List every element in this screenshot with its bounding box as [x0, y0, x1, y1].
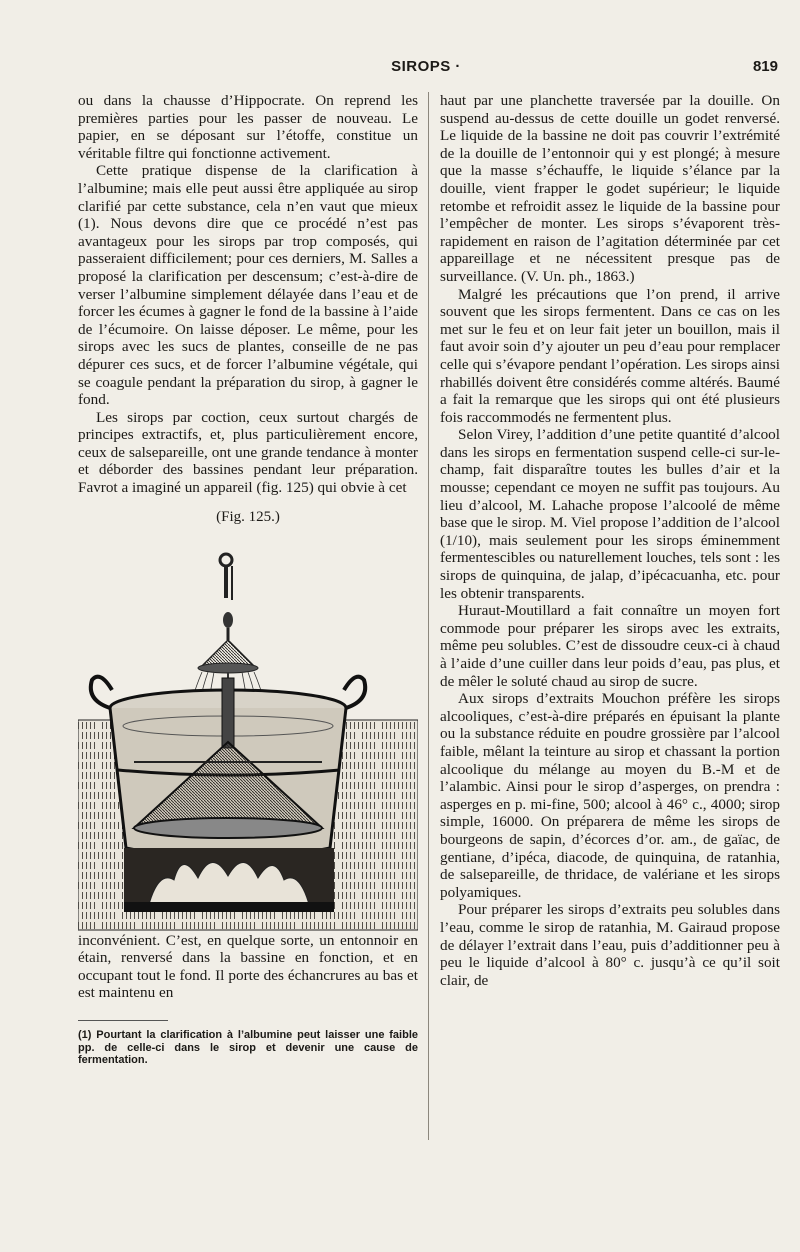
paragraph: Cette pratique dispense de la clarification à l’albumine; mais elle peut aussi être appliquée au sirop clarifié par cette substance, cela n’en vaut que mieux (1). Nous devons dire que ce procédé n’est pas avantageux pour les sirops par trop composés, qui passeraient difficilement; pour ces derniers, M. Salles a proposé la clarification per descensum; c’est-à-dire de verser l’albumine simplement délayée dans l’eau et de forcer les écumes à gagner le fond de la bassine à l’aide de l’écumoire. On laisse déposer. Le même, pour les sirops avec les sucs de plantes, conseille de ne pas dépurer ces sucs, et de forcer l’albumine végétale, qui se coagule pendant la préparation du sirop, à gagner le fond.	[78, 162, 418, 409]
column-divider	[428, 92, 429, 1140]
figure-caption: (Fig. 125.)	[216, 508, 280, 525]
figure-syrup-boiling-apparatus	[78, 530, 418, 932]
inverted-cup-icon	[198, 640, 258, 673]
paragraph: ou dans la chausse d’Hippocrate. On reprend les premières parties pour les passer de nouveau. Le papier, en se déposant sur l’étoffe, constitue un véritable filtre qui fonctionne activement.	[78, 92, 418, 162]
paragraph: Les sirops par coction, ceux surtout chargés de principes extractifs, et, plus particulièrement encore, ceux de salsepareille, ont une grande tendance à monter et déborder des bassines pendant leur préparation. Favrot a imaginé un appareil (fig. 125) qui obvie à cet	[78, 408, 418, 497]
paragraph: Pour préparer les sirops d’extraits peu solubles dans l’eau, comme le sirop de ratanhia, M. Gairaud propose de délayer l’extrait dans l’eau, puis d’additionner peu à peu le liquide d’alcool à 80° c. jusqu’à ce qu’il soit clair, de	[440, 901, 780, 989]
left-column	[78, 92, 418, 1067]
running-title: SIROPS ·	[391, 58, 461, 75]
paragraph: Malgré les précautions que l’on prend, il arrive souvent que les sirops fermentent. Dans ce cas on les met sur le feu et on leur fait jeter un bouillon, mais il faut avoir soin d’y ajouter un peu d’eau pour remplacer celle qui s’évapore pendant l’opération. Les sirops ainsi rhabillés doivent être considérés comme altérés. Baumé a fait la remarque que les sirops qui ont été plusieurs fois raccommodés ne fermentent plus.	[440, 285, 780, 426]
suspension-hook-icon	[220, 554, 233, 640]
paragraph: Aux sirops d’extraits Mouchon préfère les sirops alcooliques, c’est-à-dire préparés en épuisant la plante ou la substance réduite en poudre grossière par l’alcool faible, mêlant la teinture au sirop et chassant la portion alcoolique du mélange au moyen du B.-M et de l’alambic. Ainsi pour le sirop d’asperges, on prendra : asperges en p. mi-fine, 500; alcool à 46° c., 4000; sirop simple, 16000. On préparera de même les sirops de bourgeons de sapin, d’écorces d’or. am., de gaïac, de gentiane, d’ipéca, diacode, de quinquina, de ratanhia, de salsepareille, de thridace, de valériane et les sirops polyamiques.	[440, 690, 780, 901]
paragraph: haut par une planchette traversée par la douille. On suspend au-dessus de cette douille un godet renversé. Le liquide de la bassine ne doit pas couvrir l’extrémité de la douille de l’entonnoir qui y est plongé; à mesure que la masse s’échauffe, le liquide s’élance par la douille, vient frapper le godet supérieur; le liquide retombe et refroidit assez le liquide de la bassine pour l’empêcher de monter. Les sirops s’évaporent très-rapidement en raison de l’agitation déterminée par cet appareillage et ne nécessitent presque pas de surveillance. (V. Un. ph., 1863.)	[440, 92, 780, 285]
footnote: (1) Pourtant la clarification à l’albumine peut laisser une faible pp. de celle-ci dans le sirop et devenir une cause de fermentation.	[78, 1029, 418, 1067]
paragraph: Selon Virey, l’addition d’une petite quantité d’alcool dans les sirops en fermentation suspend celle-ci sur-le-champ, fait disparaître toutes les bulles d’air et la mousse; cependant ce moyen ne suffit pas toujours. Au lieu d’alcool, M. Lahache propose l’alcoolé de même base que le sirop. M. Viel propose l’addition de l’alcool (1/10), mais seulement pour les sirops éminemment fermentescibles ou naturellement louches, tels sont : les sirops de quinquina, de jalap, d’ipécacuanha, etc. pour les obtenir transparents.	[440, 426, 780, 602]
paragraph: inconvénient. C’est, en quelque sorte, un entonnoir en étain, renversé dans la bassine en fonction, et en occupant tout le fond. Il porte des échancrures au bas et est maintenu en	[78, 931, 418, 1002]
paragraph: Huraut-Moutillard a fait connaître un moyen fort commode pour préparer les sirops avec les extraits, même peu solubles. C’est de dissoudre ceux-ci à chaud à l’aide d’une cuiller dans leur poids d’eau, pas plus, et de mêler le soluté chaud au sirop de sucre.	[440, 602, 780, 690]
page-number: 819	[752, 58, 778, 75]
fire-icon	[124, 848, 334, 912]
right-column	[440, 92, 780, 989]
page-header	[74, 58, 778, 82]
footnote-divider	[78, 1020, 168, 1021]
